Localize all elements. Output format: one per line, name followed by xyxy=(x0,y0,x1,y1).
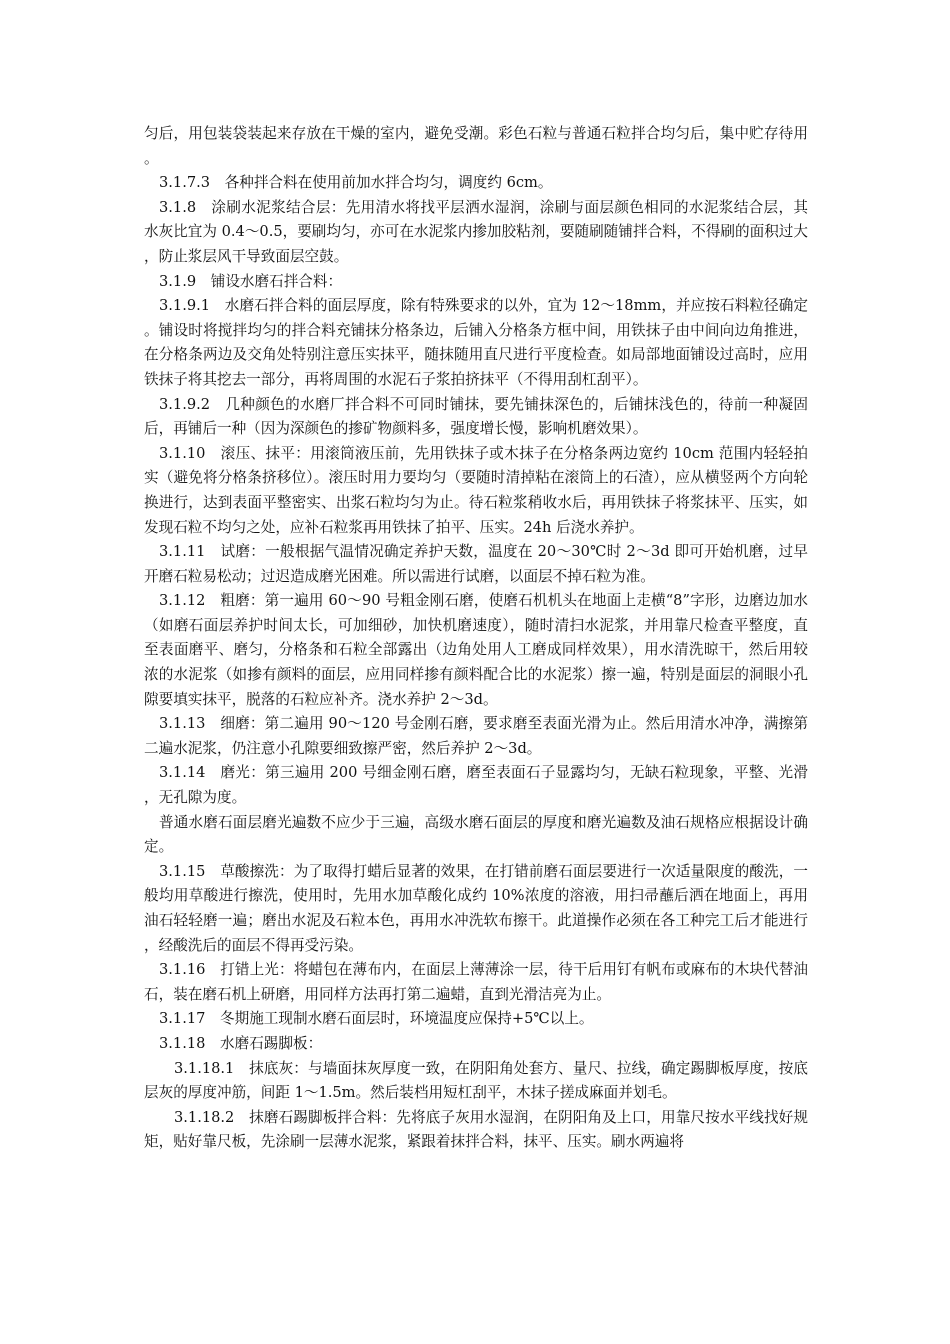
paragraph-3-1-7-3: 3.1.7.3 各种拌合料在使用前加水拌合均匀，调度约 6cm。 xyxy=(159,174,553,192)
paragraph-3-1-9-2: 3.1.9.2 几种颜色的水磨厂拌合料不可同时铺抹，要先铺抹深色的，后铺抹浅色的，待前一种凝固后，再铺后一种（因为深颜色的掺矿物颜料多，强度增长慢，影响机磨效果）。 xyxy=(144,395,808,438)
paragraph-3-1-13: 3.1.13 细磨：第二遍用 90～120 号金刚石磨，要求磨至表面光滑为止。然后用清水冲净，满擦第二遍水泥浆，仍注意小孔隙要细致擦严密，然后养护 2～3d。 xyxy=(144,715,808,757)
paragraph-3-1-18-1: 3.1.18.1 抹底灰：与墙面抹灰厚度一致，在阴阳角处套方、量尺、拉线，确定踢脚板厚度，按底层灰的厚度冲筋，间距 1～1.5m。然后装档用短杠刮平，木抹子搓成麻面并划毛。 xyxy=(144,1059,808,1102)
paragraph-3-1-16: 3.1.16 打错上光：将蜡包在薄布内，在面层上薄薄涂一层，待干后用钉有帆布或麻布的木块代替油石，装在磨石机上研磨，用同样方法再打第二遍蜡，直到光滑洁亮为止。 xyxy=(144,961,808,1003)
paragraph-polish-note: 普通水磨石面层磨光遍数不应少于三遍，高级水磨石面层的厚度和磨光遍数及油石规格应根据设计确定。 xyxy=(144,813,808,856)
paragraph-3-1-18: 3.1.18 水磨石踢脚板： xyxy=(159,1034,323,1052)
paragraph-3-1-9-1: 3.1.9.1 水磨石拌合料的面层厚度，除有特殊要求的以外，宜为 12～18mm，并应按石料粒径确定。铺设时将搅拌均匀的拌合料充铺抹分格条边，后铺入分格条方框中间，用铁抹子由中间向边角推进，在分格条两边及交角处特别注意压实抹平，随抹随用直尺进行平度检查。如局部地面铺设过高时，应用铁抹子将其挖去一部分，再将周围的水泥石子浆拍挤抹平（不得用刮杠刮平）。 xyxy=(144,297,808,388)
paragraph-3-1-9: 3.1.9 铺设水磨石拌合料： xyxy=(159,272,343,290)
paragraph-3-1-17: 3.1.17 冬期施工现制水磨石面层时，环境温度应保持+5℃以上。 xyxy=(159,1010,594,1028)
paragraph-continuation: 匀后，用包装袋装起来存放在干燥的室内，避免受潮。彩色石粒与普通石粒拌合均匀后，集中贮存待用。 xyxy=(144,125,808,167)
paragraph-3-1-10: 3.1.10 滚压、抹平：用滚筒液压前，先用铁抹子或木抹子在分格条两边宽约 10cm 范围内轻轻拍实（避免将分格条挤移位）。滚压时用力要均匀（要随时清掉粘在滚筒上的石渣），应从横竖两个方向轮换进行，达到表面平整密实、出浆石粒均匀为止。待石粒浆稍收水后，再用铁抹子将浆抹平、压实，如发现石粒不均匀之处，应补石粒浆再用铁抹了拍平、压实。24h 后浇水养护。 xyxy=(144,444,808,536)
document-body xyxy=(144,122,808,1155)
paragraph-3-1-8: 3.1.8 涂刷水泥浆结合层：先用清水将找平层洒水湿润，涂刷与面层颜色相同的水泥浆结合层，其水灰比宜为 0.4～0.5，要刷均匀，亦可在水泥浆内掺加胶粘剂，要随刷随铺拌合料，不得刷的面积过大，防止浆层风干导致面层空鼓。 xyxy=(144,198,808,265)
paragraph-3-1-18-2: 3.1.18.2 抹磨石踢脚板拌合料：先将底子灰用水湿润，在阴阳角及上口，用靠尺按水平线找好规矩，贴好靠尺板，先涂刷一层薄水泥浆，紧跟着抹拌合料，抹平、压实。刷水两遍将 xyxy=(144,1108,808,1151)
paragraph-3-1-12: 3.1.12 粗磨：第一遍用 60～90 号粗金刚石磨，使磨石机机头在地面上走横“8”字形，边磨边加水（如磨石面层养护时间太长，可加细砂，加快机磨速度），随时清扫水泥浆，并用靠尺检查平整度，直至表面磨平、磨匀，分格条和石粒全部露出（边角处用人工磨成同样效果），用水清洗晾干，然后用较浓的水泥浆（如掺有颜料的面层，应用同样掺有颜料配合比的水泥浆）擦一遍，特别是面层的洞眼小孔隙要填实抹平，脱落的石粒应补齐。浇水养护 2～3d。 xyxy=(144,592,808,708)
paragraph-3-1-15: 3.1.15 草酸擦洗：为了取得打蜡后显著的效果，在打错前磨石面层要进行一次适量限度的酸洗，一般均用草酸进行擦洗，使用时，先用水加草酸化成约 10%浓度的溶液，用扫帚蘸后洒在地面上，再用油石轻轻磨一遍；磨出水泥及石粒本色，再用水冲洗软布擦干。此道操作必须在各工种完工后才能进行，经酸洗后的面层不得再受污染。 xyxy=(144,862,808,954)
paragraph-3-1-14: 3.1.14 磨光：第三遍用 200 号细金刚石磨，磨至表面石子显露均匀，无缺石粒现象，平整、光滑，无孔隙为度。 xyxy=(144,764,808,807)
paragraph-3-1-11: 3.1.11 试磨：一般根据气温情况确定养护天数，温度在 20～30℃时 2～3d 即可开始机磨，过早开磨石粒易松动；过迟造成磨光困难。所以需进行试磨，以面层不掉石粒为准。 xyxy=(144,543,808,585)
